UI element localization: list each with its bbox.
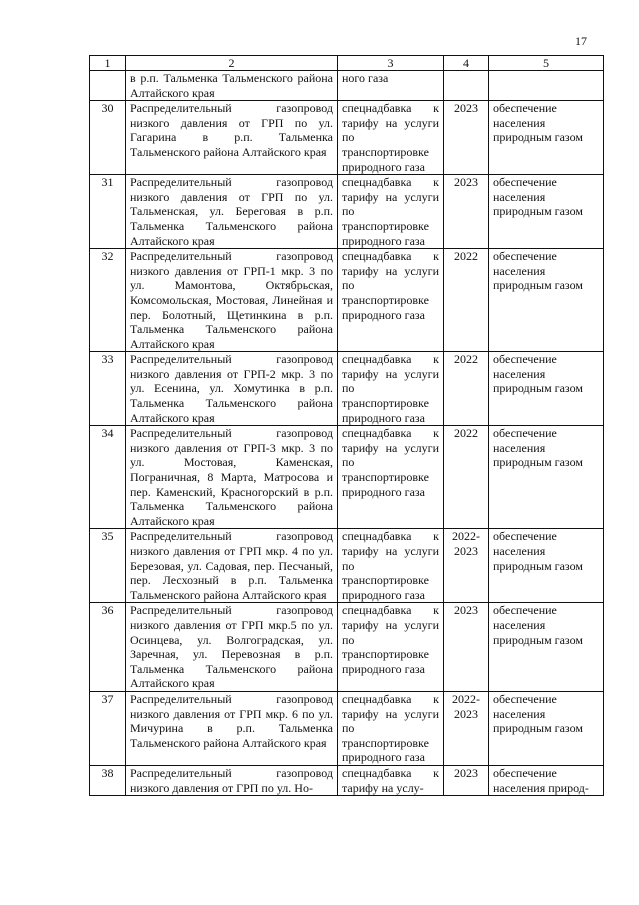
object-name-cell: Распределительный газопровод низкого давления от ГРП мкр. 4 по ул. Березовая, ул. Садовая, пер. Песчаный, пер. Лесхозный в р.п. Тальменка Тальменского района Алтайского края — [126, 529, 338, 603]
year-cell: 2023 — [444, 101, 489, 175]
funding-source-cell: спецнадбавка к тарифу на услуги по транспортировке природного газа — [338, 175, 444, 249]
table-row — [90, 101, 604, 175]
row-number-cell: 38 — [90, 765, 126, 795]
row-number-cell: 30 — [90, 101, 126, 175]
funding-source-cell: спецнадбавка к тарифу на услуги по транспортировке природного газа — [338, 529, 444, 603]
column-header: 3 — [338, 56, 444, 71]
purpose-cell: обеспечение населения природным газом — [489, 249, 604, 352]
purpose-cell: обеспечение населения природным газом — [489, 691, 604, 765]
row-number-cell: 31 — [90, 175, 126, 249]
purpose-cell: обеспечение населения природным газом — [489, 603, 604, 692]
funding-source-cell: ного газа — [338, 71, 444, 101]
year-cell: 2023 — [444, 603, 489, 692]
row-number-cell: 35 — [90, 529, 126, 603]
object-name-cell: Распределительный газопровод низкого давления от ГРП по ул. Тальменская, ул. Береговая в р.п. Тальменка Тальменского района Алтайского края — [126, 175, 338, 249]
column-header: 2 — [126, 56, 338, 71]
object-name-cell: Распределительный газопровод низкого давления от ГРП мкр.5 по ул. Осинцева, ул. Волгоградская, ул. Заречная, ул. Перевозная в р.п. Тальменка Тальменского района Алтайского края — [126, 603, 338, 692]
table-row — [90, 249, 604, 352]
purpose-cell: обеспечение населения природным газом — [489, 529, 604, 603]
table-body — [90, 71, 604, 796]
table-row — [90, 175, 604, 249]
column-header: 5 — [489, 56, 604, 71]
document-table — [89, 55, 604, 796]
year-cell: 2023 — [444, 175, 489, 249]
funding-source-cell: спецнадбавка к тарифу на услуги по транспортировке природного газа — [338, 352, 444, 426]
funding-source-cell: спецнадбавка к тарифу на услуги по транспортировке природного газа — [338, 249, 444, 352]
purpose-cell — [489, 71, 604, 101]
row-number-cell: 36 — [90, 603, 126, 692]
page-number: 17 — [575, 34, 587, 48]
purpose-cell: обеспечение населения природным газом — [489, 426, 604, 529]
column-header: 1 — [90, 56, 126, 71]
row-number-cell: 33 — [90, 352, 126, 426]
funding-source-cell: спецнадбавка к тарифу на услуги по транспортировке природного газа — [338, 426, 444, 529]
funding-source-cell: спецнадбавка к тарифу на услуги по транспортировке природного газа — [338, 101, 444, 175]
table-row — [90, 691, 604, 765]
year-cell: 2022 — [444, 352, 489, 426]
purpose-cell: обеспечение населения природным газом — [489, 352, 604, 426]
row-number-cell: 32 — [90, 249, 126, 352]
object-name-cell: Распределительный газопровод низкого давления от ГРП-1 мкр. 3 по ул. Мамонтова, Октябрьская, Комсомольская, Мостовая, Линейная и пер. Болотный, Щетинкина в р.п. Тальменка Тальменского района Алтайского края — [126, 249, 338, 352]
year-cell: 2022-2023 — [444, 691, 489, 765]
object-name-cell: Распределительный газопровод низкого давления от ГРП-3 мкр. 3 по ул. Мостовая, Каменская, Пограничная, 8 Марта, Матросова и пер. Каменский, Красногорский в р.п. Тальменка Тальменского района Алтайского края — [126, 426, 338, 529]
purpose-cell: обеспечение населения природным газом — [489, 101, 604, 175]
object-name-cell: Распределительный газопровод низкого давления от ГРП по ул. Но- — [126, 765, 338, 795]
year-cell: 2023 — [444, 765, 489, 795]
header-row — [90, 56, 604, 71]
year-cell: 2022-2023 — [444, 529, 489, 603]
table-row — [90, 603, 604, 692]
year-cell — [444, 71, 489, 101]
purpose-cell: обеспечение населения природным газом — [489, 175, 604, 249]
table-row — [90, 765, 604, 795]
object-name-cell: в р.п. Тальменка Тальменского района Алтайского края — [126, 71, 338, 101]
purpose-cell: обеспечение населения природ- — [489, 765, 604, 795]
object-name-cell: Распределительный газопровод низкого давления от ГРП мкр. 6 по ул. Мичурина в р.п. Тальменка Тальменского района Алтайского края — [126, 691, 338, 765]
row-number-cell — [90, 71, 126, 101]
object-name-cell: Распределительный газопровод низкого давления от ГРП по ул. Гагарина в р.п. Тальменка Тальменского района Алтайского края — [126, 101, 338, 175]
funding-source-cell: спецнадбавка к тарифу на услу- — [338, 765, 444, 795]
table-row — [90, 352, 604, 426]
table-row — [90, 426, 604, 529]
funding-source-cell: спецнадбавка к тарифу на услуги по транспортировке природного газа — [338, 603, 444, 692]
continuation-row — [90, 71, 604, 101]
row-number-cell: 34 — [90, 426, 126, 529]
year-cell: 2022 — [444, 249, 489, 352]
year-cell: 2022 — [444, 426, 489, 529]
table-row — [90, 529, 604, 603]
object-name-cell: Распределительный газопровод низкого давления от ГРП-2 мкр. 3 по ул. Есенина, ул. Хомутинка в р.п. Тальменка Тальменского района Алтайского края — [126, 352, 338, 426]
row-number-cell: 37 — [90, 691, 126, 765]
column-header: 4 — [444, 56, 489, 71]
funding-source-cell: спецнадбавка к тарифу на услуги по транспортировке природного газа — [338, 691, 444, 765]
